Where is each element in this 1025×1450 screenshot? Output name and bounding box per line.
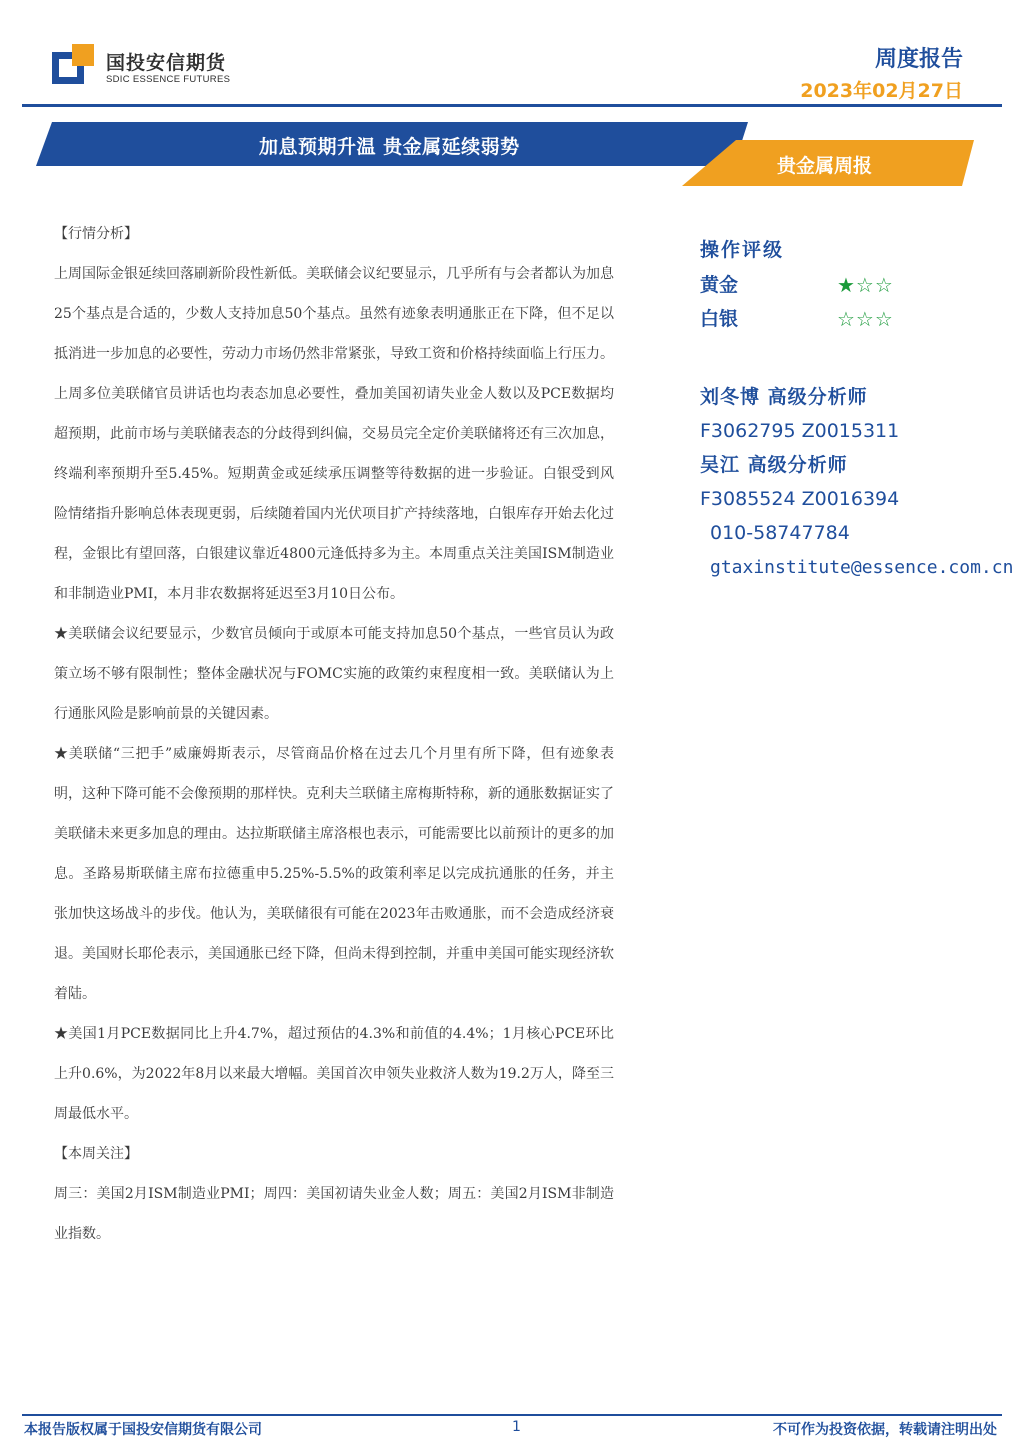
- contact-email[interactable]: gtaxinstitute@essence.com.cn: [710, 557, 1014, 578]
- company-logo: [52, 44, 252, 90]
- analyst-license: F3085524 Z0016394: [700, 488, 900, 510]
- logo-mark-icon: [52, 44, 96, 84]
- market-analysis: [54, 214, 614, 1254]
- contact-phone: 010-58747784: [710, 522, 850, 544]
- news-item-pce: ★美国1月PCE数据同比上升4.7%，超过预估的4.3%和前值的4.4%；1月核心PCE环比上升0.6%，为2022年8月以来最大增幅。美国首次申领失业救济人数为19.2万人，降至三周最低水平。: [54, 1026, 614, 1122]
- analysis-paragraph: 上周国际金银延续回落刷新阶段性新低。美联储会议纪要显示，几乎所有与会者都认为加息25个基点是合适的，少数人支持加息50个基点。虽然有迹象表明通胀正在下降，但不足以抵消进一步加息的必要性，劳动力市场仍然非常紧张，导致工资和价格持续面临上行压力。上周多位美联储官员讲话也均表态加息必要性，叠加美国初请失业金人数以及PCE数据均超预期，此前市场与美联储表态的分歧得到纠偏，交易员完全定价美联储将还有三次加息，终端利率预期升至5.45%。短期黄金或延续承压调整等待数据的进一步验证。白银受到风险情绪指升影响总体表现更弱，后续随着国内光伏项目扩产持续落地，白银库存开始去化过程，金银比有望回落，白银建议靠近4800元逢低持多为主。本周重点关注美国ISM制造业和非制造业PMI，本月非农数据将延迟至3月10日公布。: [54, 266, 614, 602]
- analyst-contacts: [700, 380, 1020, 586]
- logo-name-en: SDIC ESSENCE FUTURES: [106, 74, 231, 85]
- rating-heading: 操作评级: [700, 239, 785, 261]
- section-heading-analysis: 【行情分析】: [54, 226, 138, 242]
- report-type: 周度报告: [874, 47, 963, 72]
- analyst-name: 刘冬博 高级分析师: [700, 386, 868, 408]
- report-category: 贵金属周报: [777, 155, 873, 177]
- rating-row-gold: [700, 268, 1020, 302]
- disclaimer: 不可作为投资依据，转载请注明出处: [773, 1422, 997, 1438]
- watch-schedule: 周三：美国2月ISM制造业PMI；周四：美国初请失业金人数；周五：美国2月ISM非制造业指数。: [54, 1186, 614, 1242]
- news-item-minutes: ★美联储会议纪要显示，少数官员倾向于或原本可能支持加息50个基点，一些官员认为政策立场不够有限制性；整体金融状况与FOMC实施的政策约束程度相一致。美联储认为上行通胀风险是影响前景的关键因素。: [54, 626, 614, 722]
- copyright-notice: 本报告版权属于国投安信期货有限公司: [24, 1422, 262, 1438]
- rating-row-silver: [700, 302, 1020, 336]
- sidebar: [700, 232, 1020, 586]
- analyst-name: 吴江 高级分析师: [700, 454, 848, 476]
- header-divider: [22, 104, 1002, 107]
- analyst-license: F3062795 Z0015311: [700, 420, 900, 442]
- rating-name: 白银: [700, 308, 739, 330]
- section-heading-watch: 【本周关注】: [54, 1146, 138, 1162]
- report-title: 加息预期升温 贵金属延续弱势: [259, 136, 520, 158]
- report-date: 2023年02月27日: [800, 80, 963, 102]
- news-item-officials: ★美联储“三把手”威廉姆斯表示，尽管商品价格在过去几个月里有所下降，但有迹象表明，这种下降可能不会像预期的那样快。克利夫兰联储主席梅斯特称，新的通胀数据证实了美联储未来更多加息的理由。达拉斯联储主席洛根也表示，可能需要比以前预计的更多的加息。圣路易斯联储主席布拉德重申5.25%-5.5%的政策利率足以完成抗通胀的任务，并主张加快这场战斗的步伐。他认为，美联储很有可能在2023年击败通胀，而不会造成经济衰退。美国财长耶伦表示，美国通胀已经下降，但尚未得到控制，并重申美国可能实现经济软着陆。: [54, 746, 614, 1002]
- star-rating-icon: ☆☆☆: [837, 307, 894, 331]
- rating-name: 黄金: [700, 274, 739, 296]
- page-number: 1: [512, 1419, 521, 1435]
- star-rating-icon: ★☆☆: [837, 273, 894, 297]
- logo-name-cn: 国投安信期货: [106, 52, 227, 74]
- footer-divider: [22, 1414, 1002, 1416]
